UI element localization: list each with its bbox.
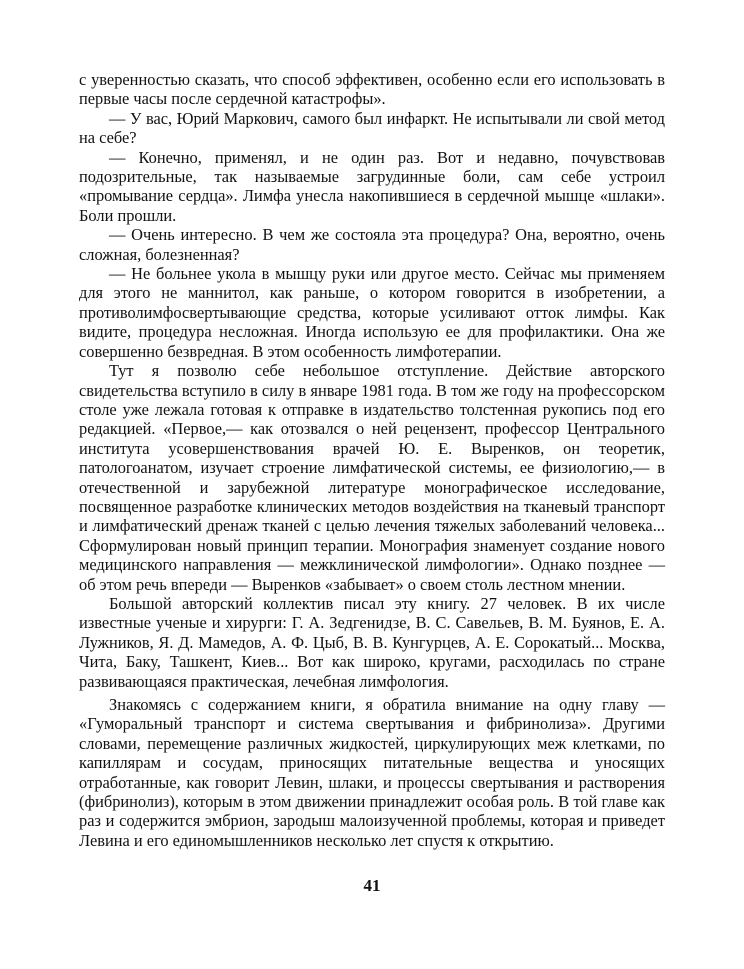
paragraph-answer-applied: — Конечно, применял, и не один раз. Вот и недавно, почувствовав подозрительные, так называемые загрудинные боли, сам себе устроил «промывание сердца». Лимфа унесла накопившиеся в сердечной мышце «шлаки». Боли прошли. — [79, 147, 665, 225]
paragraph-question-procedure: — Очень интересно. В чем же состояла эта процедура? Она, вероятно, очень сложная, болезненная? — [79, 225, 665, 264]
paragraph-answer-injection: — Не больнее укола в мышцу руки или другое место. Сейчас мы применяем для этого не маннитол, как раньше, о котором говорится в изобретении, а противолимфосвертывающие средства, которые усиливают отток лимфы. Как видите, процедура несложная. Иногда использую ее для профилактики. Она же совершенно безвредная. В этом особенность лимфотерапии. — [79, 264, 665, 361]
page-body — [79, 70, 665, 850]
page-number: 41 — [363, 876, 381, 895]
paragraph-digression: Тут я позволю себе небольшое отступление. Действие авторского свидетельства вступило в силу в январе 1981 года. В том же году на профессорском столе уже лежала готовая к отправке в издательство толстенная рукопись под его редакцией. «Первое,— как отозвался о ней рецензент, профессор Центрального института усовершенствования врачей Ю. Е. Выренков, он теоретик, патологоанатом, изучает строение лимфатической системы, ее физиологию,— в отечественной и зарубежной литературе монографическое исследование, посвященное разработке клинических методов воздействия на тканевый транспорт и лимфатический дренаж тканей с целью лечения тяжелых заболеваний человека... Сформулирован новый принцип терапии. Монография знаменует создание нового медицинского направления — межклинической лимфологии». Однако позднее — об этом речь впереди — Выренков «забывает» о своем столь лестном мнении. — [79, 361, 665, 594]
paragraph-chapter: Знакомясь с содержанием книги, я обратила внимание на одну главу — «Гуморальный транспорт и система свертывания и фибринолиза». Другими словами, перемещение различных жидкостей, циркулирующих меж клетками, по капиллярам и сосудам, приносящих питательные вещества и уносящих отработанные, как говорит Левин, шлаки, и процессы свертывания и растворения (фибринолиз), которым в этом движении принадлежит особая роль. В той главе как раз и содержится эмбрион, зародыш малоизученной проблемы, которая и приведет Левина и его единомышленников несколько лет спустя к открытию. — [79, 695, 665, 850]
paragraph-authors: Большой авторский коллектив писал эту книгу. 27 человек. В их числе известные ученые и хирурги: Г. А. Зедгенидзе, В. С. Савельев, В. М. Буянов, Е. А. Лужников, Я. Д. Мамедов, А. Ф. Цыб, В. В. Кунгурцев, А. Е. Сорокатый... Москва, Чита, Баку, Ташкент, Киев... Вот как широко, кругами, расходилась по стране развивающаяся практическая, лечебная лимфология. — [79, 593, 665, 691]
paragraph-question-heart-attack: — У вас, Юрий Маркович, самого был инфаркт. Не испытывали ли свой метод на себе? — [79, 108, 665, 148]
paragraph-continuation: с уверенностью сказать, что способ эффективен, особенно если его использовать в первые часы после сердечной катастрофы». — [79, 70, 665, 109]
